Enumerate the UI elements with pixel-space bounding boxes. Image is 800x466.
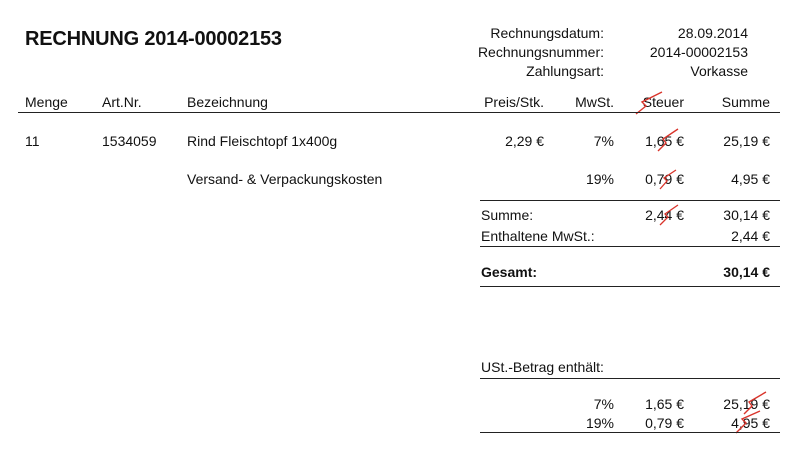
invoice-number-value: 2014-00002153 [649, 44, 748, 60]
payment-method-value: Vorkasse [690, 63, 748, 79]
header-rule [18, 112, 780, 113]
vat-breakdown-amount [690, 415, 770, 431]
vat-breakdown-bottom-rule [480, 432, 780, 433]
invoice-title: RECHNUNG 2014-00002153 [25, 28, 282, 50]
totals-rule [480, 200, 780, 201]
sum-tax [614, 207, 684, 223]
total-label: Gesamt: [481, 264, 538, 280]
header-article-number: Art.Nr. [102, 94, 142, 110]
header-vat-rate: MwSt. [575, 94, 614, 110]
row-description: Versand- & Verpackungskosten [187, 171, 383, 187]
sum-value: 30,14 € [723, 207, 770, 223]
invoice-date-label: Rechnungsdatum: [490, 25, 604, 41]
vat-breakdown-rate: 7% [593, 396, 614, 412]
row-description: Rind Fleischtopf 1x400g [187, 133, 338, 149]
vat-breakdown-amount-text: 25,19 € [723, 396, 770, 412]
vat-breakdown-rule [480, 378, 780, 379]
header-description: Bezeichnung [187, 94, 268, 110]
total-value: 30,14 € [723, 264, 770, 280]
vat-breakdown-rate: 19% [585, 415, 614, 431]
row-unit-price: 2,29 € [505, 133, 544, 149]
total-rule [480, 286, 780, 287]
vat-breakdown-heading: USt.-Betrag enthält: [481, 359, 604, 375]
header-unit-price: Preis/Stk. [484, 94, 544, 110]
row-tax-text: 1,65 € [645, 133, 684, 149]
header-qty: Menge [25, 94, 68, 110]
row-tax-text: 0,79 € [645, 171, 684, 187]
header-tax-text: Steuer [642, 94, 684, 110]
vat-rule [480, 246, 780, 247]
row-article-number: 1534059 [102, 133, 157, 149]
vat-breakdown-amount [690, 396, 770, 412]
vat-breakdown-tax: 0,79 € [645, 415, 684, 431]
sum-label: Summe: [481, 207, 534, 223]
vat-breakdown-tax: 1,65 € [645, 396, 684, 412]
row-vat-rate: 7% [593, 133, 614, 149]
invoice-date-value: 28.09.2014 [677, 25, 748, 41]
vat-breakdown-amount-text: 4,95 € [731, 415, 770, 431]
row-tax [614, 133, 684, 149]
sum-tax-text: 2,44 € [645, 207, 684, 223]
payment-method-label: Zahlungsart: [526, 63, 604, 79]
header-tax [614, 94, 684, 110]
row-qty: 11 [25, 133, 40, 149]
row-tax [614, 171, 684, 187]
row-sum: 25,19 € [723, 133, 770, 149]
invoice-number-label: Rechnungsnummer: [477, 44, 604, 60]
included-vat-value: 2,44 € [731, 228, 770, 244]
row-vat-rate: 19% [585, 171, 614, 187]
row-sum: 4,95 € [731, 171, 770, 187]
header-sum: Summe [721, 94, 770, 110]
included-vat-label: Enthaltene MwSt.: [481, 228, 595, 244]
